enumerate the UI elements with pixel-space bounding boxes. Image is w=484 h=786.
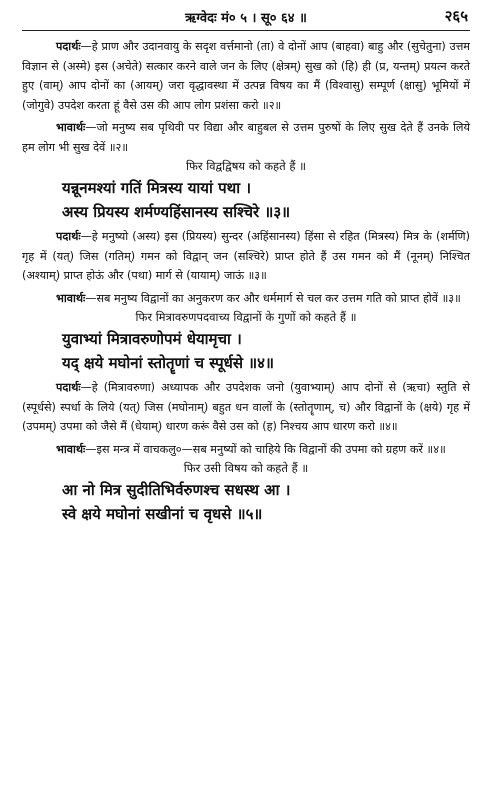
running-title: ऋग्वेदः मं० ५ । सू० ६४ ॥: [185, 11, 307, 26]
mantra-line: यद् क्षये मघोनां स्तोतॄणां च स्पूर्धसे ॥४॥: [62, 354, 274, 372]
padartha-label: पदार्थः: [56, 381, 81, 394]
bhavartha-paragraph: [22, 118, 470, 157]
mantra-line: अस्य प्रियस्य शर्मण्यहिंसानस्य सश्चिरे ॥३॥: [62, 203, 291, 221]
bhavartha-text: —सब मनुष्य विद्वानों का अनुकरण कर और धर्ममार्ग से चल कर उत्तम गति को प्राप्त होवें ॥३॥: [85, 291, 461, 305]
bhavartha-paragraph: [22, 289, 470, 309]
mantra-line: स्वे क्षये मघोनां सखीनां च वृधसे ॥५॥: [62, 505, 263, 523]
bhavartha-label: भावार्थः: [56, 442, 86, 456]
padartha-label: पदार्थः: [56, 230, 81, 243]
padartha-paragraph: [22, 227, 470, 286]
padartha-paragraph: [22, 37, 470, 115]
bhavartha-label: भावार्थः: [56, 121, 86, 134]
bhavartha-text: —जो मनुष्य सब पृथिवी पर विद्या और बाहुबल से उत्तम पुरुषों के लिए सुख देते हैं उनके लिये हम लोग भी सुख देवें ॥२॥: [22, 121, 470, 154]
section-intro: फिर मित्रावरुणपदवाच्य विद्वानों के गुणों को कहते हैं ॥: [135, 310, 357, 324]
padartha-text: —हे प्राण और उदानवायु के सदृश वर्त्तमानो (ता) वे दोनों आप (बाहवा) बाहु और (सुचेतुना) उत्तम विज्ञान से (अस्मे) इस (अचेते) सत्कार करने वाले जन के लिए (क्षेत्रम्) सुख को (हि) ही (प्र, यन्तम्) प्रयत्न करते हुए (वाम्) आप दोनों का (आयम्) जरा वृद्धावस्था में उत्पन्न विषय का मैं (विश्वासु) सम्पूर्ण (क्षासु) भूमियों में (जोगुवे) उपदेश करता हूं वैसे उस की आप लोग प्रशंसा करो ॥२॥: [22, 40, 470, 112]
page-header: [22, 6, 470, 31]
padartha-text: —हे (मित्रावरुणा) अध्यापक और उपदेशक जनो (युवाभ्याम्) आप दोनों से (ऋचा) स्तुति से (स्पूर्धसे) स्पर्धा के लिये (यत्) जिस (मघोनाम्) बहुत धन वालों के (स्तोतॄणाम्, च) और विद्वानों के (क्षये) गृह में (उपमम्) उपमा को जैसे मैं (धेयाम्) धारण करूं वैसे उस को (ह) निश्चय आप धारण करो ॥४॥: [22, 381, 470, 433]
mantra-line: यन्नूनमश्यां गतिं मित्रस्य यायां पथा ।: [62, 179, 252, 197]
padartha-paragraph: [22, 378, 470, 437]
padartha-label: पदार्थः: [56, 40, 81, 53]
mantra-line: युवाभ्यां मित्रावरुणोपमं धेयामृचा ।: [62, 330, 242, 348]
bhavartha-text: —इस मन्त्र में वाचकलु०—सब मनुष्यों को चाहिये कि विद्वानों की उपमा को ग्रहण करें ॥४॥: [85, 442, 446, 456]
mantra-line: आ नो मित्र सुदीतिभिर्वरुणश्च सधस्थ आ ।: [62, 481, 291, 499]
section-intro: फिर उसी विषय को कहते हैं ॥: [183, 461, 309, 475]
bhavartha-label: भावार्थः: [56, 291, 86, 305]
section-intro: फिर विद्वद्विषय को कहते हैं ॥: [185, 159, 307, 173]
page-number: २६५: [444, 7, 468, 25]
bhavartha-paragraph: [22, 440, 470, 460]
padartha-text: —हे मनुष्यो (अस्य) इस (प्रियस्य) सुन्दर (अहिंसानस्य) हिंसा से रहित (मित्रस्य) मित्र के (शर्मणि) गृह में (यत्) जिस (गतिम्) गमन को विद्वान् जन (सश्चिरे) प्राप्त होते हैं उस गमन को मैं (नूनम्) निश्चित (अश्याम्) प्राप्त होऊं और (पथा) मार्ग से (यायाम्) जाऊं ॥३॥: [22, 230, 470, 282]
